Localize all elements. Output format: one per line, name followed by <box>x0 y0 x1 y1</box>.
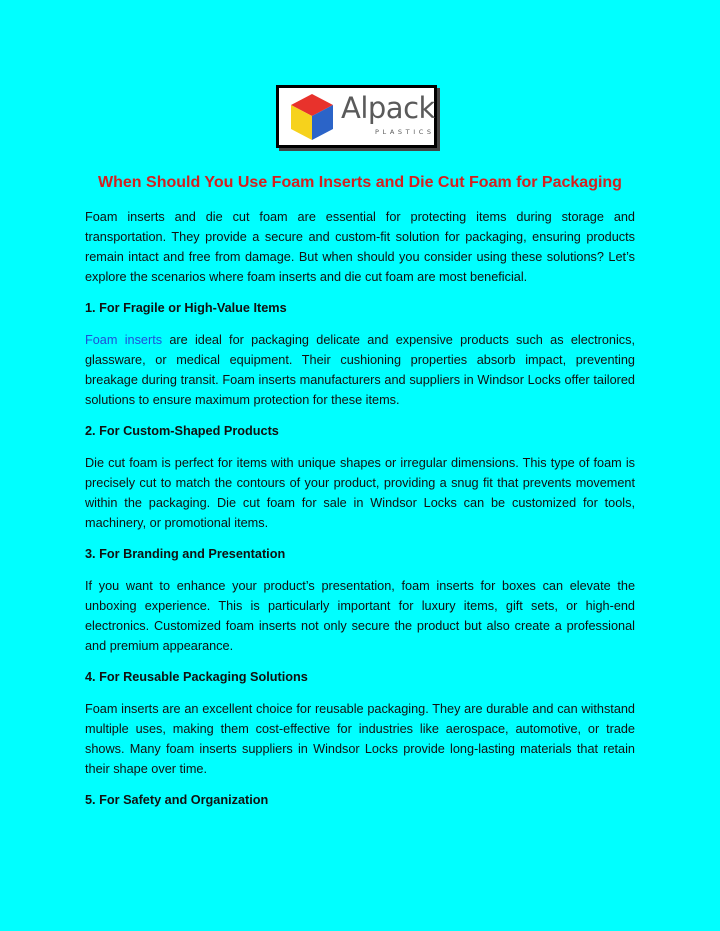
section-heading-4: 4. For Reusable Packaging Solutions <box>85 670 308 684</box>
section-paragraph-1-text: are ideal for packaging delicate and expensive products such as electronics, glassware, or medical equipment. Their cushioning properties absorb impact, preventing breakage during transit. Foam inserts manufacturers and suppliers in Windsor Locks offer tailored solutions to ensure maximum protection for these items. <box>85 333 635 407</box>
logo-subtitle: PLASTICS <box>375 128 435 136</box>
article-body <box>85 207 635 810</box>
section-heading-1: 1. For Fragile or High-Value Items <box>85 301 287 315</box>
section-heading-2: 2. For Custom-Shaped Products <box>85 424 279 438</box>
section-heading-5: 5. For Safety and Organization <box>85 793 269 807</box>
section-heading-3: 3. For Branding and Presentation <box>85 547 286 561</box>
cube-logo-icon <box>289 92 335 142</box>
section-paragraph-4: Foam inserts are an excellent choice for reusable packaging. They are durable and can withstand multiple uses, making them cost-effective for industries like aerospace, automotive, or trade shows. Many foam inserts suppliers in Windsor Locks provide long-lasting materials that retain their shape over time. <box>85 702 635 776</box>
intro-paragraph: Foam inserts and die cut foam are essential for protecting items during storage and transportation. They provide a secure and custom-fit solution for packaging, ensuring products remain intact and free from damage. But when should you consider using these solutions? Let’s explore the scenarios where foam inserts and die cut foam are most beneficial. <box>85 210 635 284</box>
section-paragraph-1 <box>85 330 635 410</box>
foam-inserts-link[interactable]: Foam inserts <box>85 333 163 347</box>
logo <box>276 85 437 148</box>
section-paragraph-2: Die cut foam is perfect for items with unique shapes or irregular dimensions. This type of foam is precisely cut to match the contours of your product, providing a snug fit that prevents movement within the packaging. Die cut foam for sale in Windsor Locks can be customized for tools, machinery, or promotional items. <box>85 456 635 530</box>
logo-wordmark: Alpack <box>341 91 435 125</box>
article-title: When Should You Use Foam Inserts and Die Cut Foam for Packaging <box>98 174 622 191</box>
section-paragraph-3: If you want to enhance your product’s presentation, foam inserts for boxes can elevate the unboxing experience. This is particularly important for luxury items, gift sets, or high-end electronics. Customized foam inserts not only secure the product but also create a professional and premium appearance. <box>85 579 635 653</box>
